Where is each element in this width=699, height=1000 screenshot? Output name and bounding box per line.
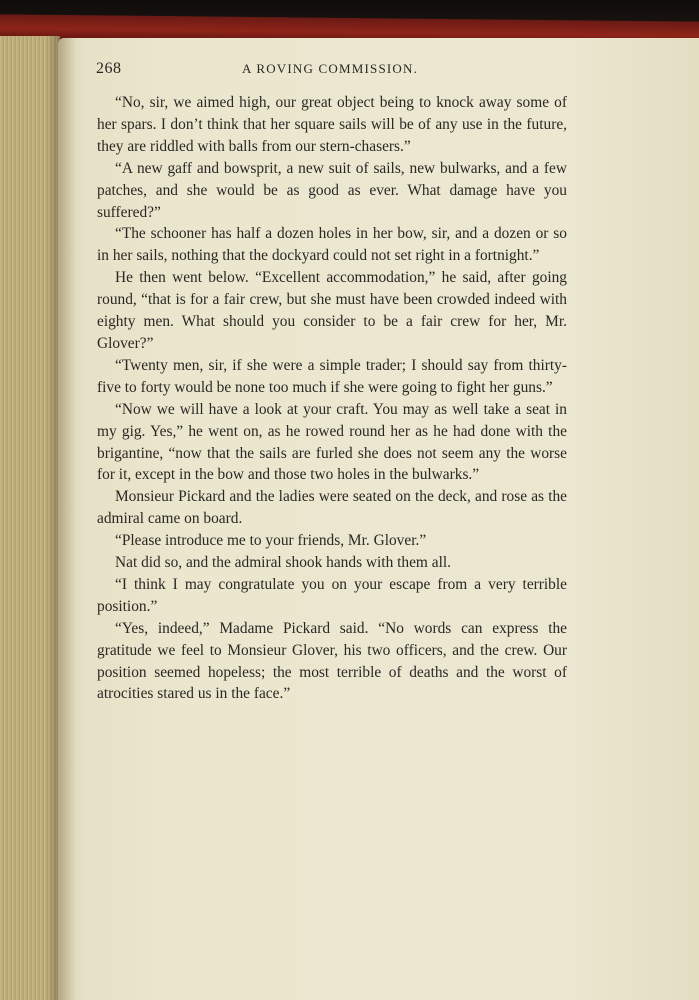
paragraph: “Yes, indeed,” Madame Pickard said. “No words can express the gratitude we feel to Monsieur Glover, his two officers, and the crew. Our position seemed hopeless; the most terrible of deaths and the worst of atrocities stared us in the face.” xyxy=(97,619,567,703)
paragraph: Nat did so, and the admiral shook hands with them all. xyxy=(115,554,451,572)
paragraph: He then went below. “Excellent accommodation,” he said, after going round, “that is for a fair crew, but she must have been crowded indeed with eighty men. What should you consider to be a fair crew for her, Mr. Glover?” xyxy=(97,269,567,352)
paragraph: “Please introduce me to your friends, Mr. Glover.” xyxy=(115,532,427,550)
paragraph: “Now we will have a look at your craft. You may as well take a seat in my gig. Yes,” he went on, as he rowed round her as he had done with the brigantine, “now that the sails are furled she does not seem any the worse for it, except in the bow and those two holes in the bulwarks.” xyxy=(97,400,567,484)
page-number: 268 xyxy=(96,60,122,77)
paragraph: “The schooner has half a dozen holes in her bow, sir, and a dozen or so in her sails, nothing that the dockyard could not set right in a fortnight.” xyxy=(97,225,567,265)
body-text xyxy=(97,92,567,705)
running-head: A ROVING COMMISSION. xyxy=(242,61,419,76)
paragraph: “I think I may congratulate you on your escape from a very terrible position.” xyxy=(97,575,567,615)
paragraph: Monsieur Pickard and the ladies were seated on the deck, and rose as the admiral came on board. xyxy=(97,488,567,528)
page-header xyxy=(96,60,566,82)
paragraph: “A new gaff and bowsprit, a new suit of sails, new bulwarks, and a few patches, and she would be as good as ever. What damage have you suffered?” xyxy=(97,159,567,221)
page-stack-edge xyxy=(0,36,60,1000)
paragraph: “No, sir, we aimed high, our great object being to knock away some of her spars. I don’t think that her square sails will be of any use in the future, they are riddled with balls from our stern-chasers.” xyxy=(97,94,567,155)
paragraph: “Twenty men, sir, if she were a simple trader; I should say from thirty-five to forty would be none too much if she were going to fight her guns.” xyxy=(97,356,567,396)
